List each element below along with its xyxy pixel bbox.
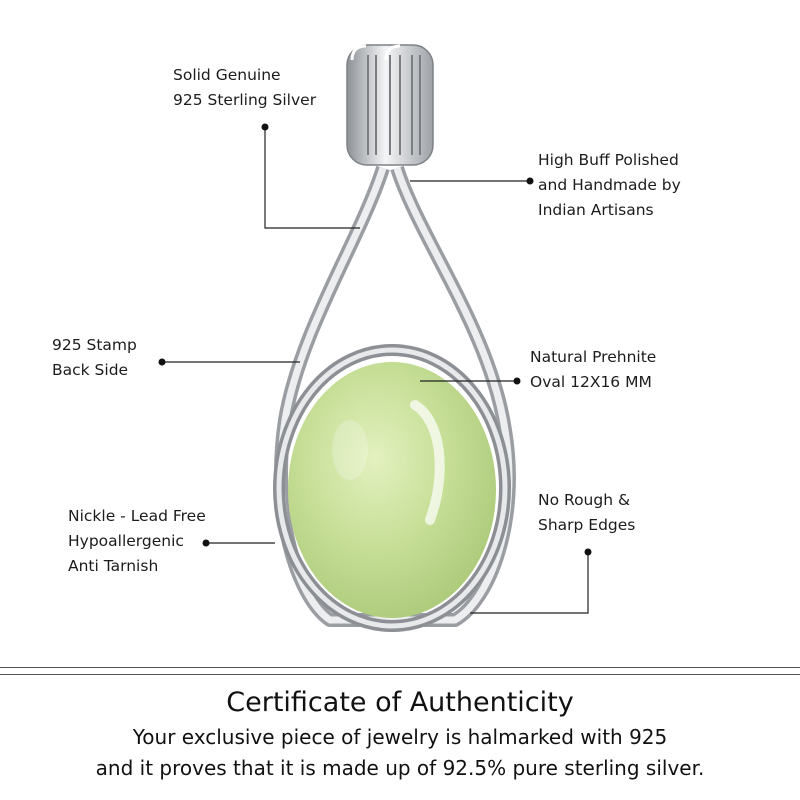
- callout-stamp: [52, 333, 137, 383]
- callout-stone-line-1: Natural Prehnite: [530, 348, 657, 366]
- certificate-title: Certificate of Authenticity: [226, 687, 574, 718]
- prehnite-stone: [288, 362, 496, 618]
- bail: [347, 45, 433, 165]
- callout-nickel-line-3: Anti Tarnish: [68, 557, 159, 575]
- callout-nickel-line-1: Nickle - Lead Free: [68, 507, 206, 525]
- certificate-line-2: and it proves that it is made up of 92.5% pure sterling silver.: [95, 756, 705, 780]
- callout-edges: [538, 488, 635, 538]
- callout-silver: [173, 63, 316, 113]
- callout-silver-line-2: 925 Sterling Silver: [173, 91, 317, 109]
- callout-edges-line-2: Sharp Edges: [538, 516, 636, 534]
- certificate-line-1: Your exclusive piece of jewelry is halmarked with 925: [132, 725, 668, 749]
- divider-bottom: [0, 674, 800, 675]
- callout-stamp-line-1: 925 Stamp: [52, 336, 137, 354]
- callout-nickel-line-2: Hypoallergenic: [68, 532, 184, 550]
- callout-nickel: [68, 504, 206, 579]
- stone-setting: [279, 350, 505, 626]
- callout-polish-line-1: High Buff Polished: [538, 151, 679, 169]
- callout-polish-line-2: and Handmade by: [538, 176, 681, 194]
- divider-top: [0, 667, 800, 668]
- callout-polish-line-3: Indian Artisans: [538, 201, 654, 219]
- leader-silver: [265, 127, 360, 228]
- callout-edges-line-1: No Rough &: [538, 491, 631, 509]
- callout-stone: [530, 345, 656, 395]
- callout-stone-line-2: Oval 12X16 MM: [530, 373, 652, 391]
- callout-polish: [538, 148, 681, 223]
- callout-silver-line-1: Solid Genuine: [173, 66, 281, 84]
- certificate-text: [0, 722, 800, 784]
- callout-stamp-line-2: Back Side: [52, 361, 129, 379]
